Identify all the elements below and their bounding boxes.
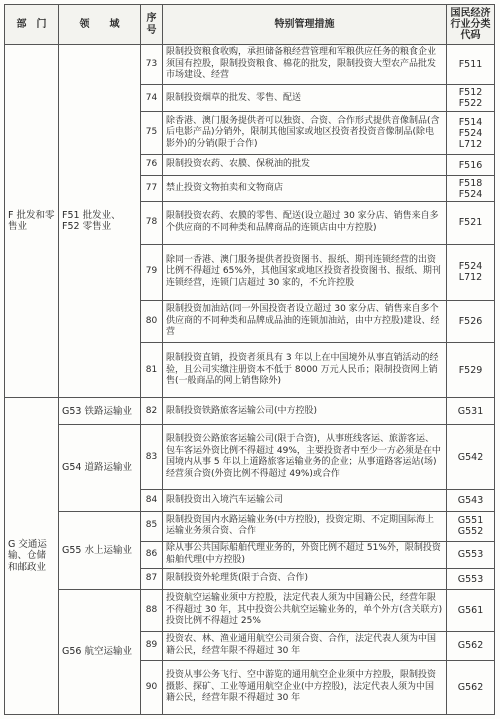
industry-code-cell	[447, 569, 495, 590]
field-cell: G55 水上运输业	[59, 511, 141, 590]
measure-text: 限制投资农药、农膜、保税油的批发	[163, 154, 447, 175]
row-number: 74	[141, 85, 163, 112]
measure-text: 限制投资铁路旅客运输公司(中方控股)	[163, 398, 447, 425]
industry-code: F514	[458, 116, 483, 128]
industry-code-cell	[447, 176, 495, 202]
industry-code-cell	[447, 112, 495, 155]
row-number: 86	[141, 541, 163, 568]
industry-code: F524	[458, 127, 483, 139]
industry-code-cell	[447, 202, 495, 245]
industry-code: F518	[458, 177, 483, 189]
industry-code-cell	[447, 511, 495, 541]
field-cell: G56 航空运输业	[59, 590, 141, 715]
measure-text: 限制投资加油站(同一外国投资者设立超过 30 家分店、销售来自多个供应商的不同种类和品牌成品油的连锁加油站，由中方控股)建设、经营	[163, 300, 447, 343]
measure-text: 限制投资粮食收购，承担储备粮经营管理和军粮供应任务的粮食企业须国有控股，限制投资粮食、棉花的批发，限制投资大型农产品批发市场建设、经营	[163, 45, 447, 85]
header-code: 国民经济行业分类代码	[447, 5, 495, 45]
industry-code: G531	[457, 405, 484, 417]
measure-text: 除从事公共国际船舶代理业务的，外资比例不超过 51%外，限制投资船舶代理(中方控股)	[163, 541, 447, 568]
header-field: 领 域	[59, 5, 141, 45]
measures-table	[4, 4, 495, 715]
header-measure: 特别管理措施	[163, 5, 447, 45]
industry-code: F524	[458, 188, 483, 200]
table-row	[5, 398, 495, 425]
dept-cell: G 交通运输、仓储和邮政业	[5, 398, 59, 715]
industry-code: F524	[458, 261, 483, 273]
industry-code: F511	[458, 59, 483, 71]
industry-code-cell	[447, 541, 495, 568]
industry-code: F529	[458, 364, 483, 376]
industry-code-cell	[447, 398, 495, 425]
industry-code-cell	[447, 300, 495, 343]
field-cell: F51 批发业、F52 零售业	[59, 45, 141, 398]
row-number: 78	[141, 202, 163, 245]
industry-code: G553	[457, 549, 484, 561]
table-body	[5, 45, 495, 715]
dept-cell: F 批发和零售业	[5, 45, 59, 398]
row-number: 76	[141, 154, 163, 175]
industry-code: G552	[457, 526, 484, 538]
industry-code: L712	[458, 138, 483, 150]
measure-text: 投资农、林、渔业通用航空公司须合资、合作，法定代表人须为中国籍公民，经营年限不得超过 30 年	[163, 631, 447, 660]
industry-code-cell	[447, 85, 495, 112]
table-row	[5, 590, 495, 632]
row-number: 79	[141, 244, 163, 300]
industry-code: F516	[458, 159, 483, 171]
field-cell: G53 铁路运输业	[59, 398, 141, 425]
industry-code: F512	[458, 87, 483, 99]
row-number: 77	[141, 176, 163, 202]
row-number: 88	[141, 590, 163, 632]
industry-code-cell	[447, 45, 495, 85]
field-cell: G54 道路运输业	[59, 425, 141, 511]
row-number: 80	[141, 300, 163, 343]
measure-text: 投资从事公务飞行、空中游览的通用航空企业须中方控股，限制投资摄影、探矿、工业等通用航空企业(中方控股)，法定代表人须为中国籍公民，经营年限不得超过 30 年	[163, 661, 447, 715]
industry-code-cell	[447, 590, 495, 632]
industry-code-cell	[447, 244, 495, 300]
industry-code-cell	[447, 343, 495, 398]
industry-code-cell	[447, 631, 495, 660]
measure-text: 禁止投资文物拍卖和文物商店	[163, 176, 447, 202]
industry-code: G551	[457, 515, 484, 527]
industry-code-cell	[447, 154, 495, 175]
industry-code-cell	[447, 661, 495, 715]
row-number: 73	[141, 45, 163, 85]
row-number: 82	[141, 398, 163, 425]
industry-code-cell	[447, 425, 495, 490]
row-number: 81	[141, 343, 163, 398]
header-row	[5, 5, 495, 45]
industry-code: G562	[457, 640, 484, 652]
row-number: 87	[141, 569, 163, 590]
measure-text: 限制投资农药、农膜的零售、配送(设立超过 30 家分店、销售来自多个供应商的不同种类和品牌商品的连锁店由中方控股)	[163, 202, 447, 245]
measure-text: 除香港、澳门服务提供者可以独资、合资、合作形式提供音像制品(含后电影产品)分销外，限制其他国家或地区投资者投资音像制品(除电影外)的分销(限于合作)	[163, 112, 447, 155]
measure-text: 限制投资烟草的批发、零售、配送	[163, 85, 447, 112]
industry-code: G562	[457, 682, 484, 693]
industry-code: L712	[458, 272, 483, 284]
industry-code: F526	[458, 316, 483, 328]
measure-text: 限制投资出入境汽车运输公司	[163, 490, 447, 511]
industry-code: G542	[457, 451, 484, 463]
measure-text: 限制投资直销，投资者须具有 3 年以上在中国境外从事直销活动的经验，且公司实缴注册资本不低于 8000 万元人民币；限制投资网上销售(一般商品的网上销售除外)	[163, 343, 447, 398]
row-number: 75	[141, 112, 163, 155]
measure-text: 除同一香港、澳门服务提供者投资图书、报纸、期刊连锁经营的出资比例不得超过 65%外，其他国家或地区投资者投资图书、报纸、期刊连锁经营，连锁门店超过 30 家的，不允许控股	[163, 244, 447, 300]
row-number: 90	[141, 661, 163, 715]
row-number: 89	[141, 631, 163, 660]
industry-code: F522	[458, 98, 483, 110]
row-number: 85	[141, 511, 163, 541]
industry-code: G561	[457, 605, 484, 617]
measure-text: 投资航空运输业须中方控股，法定代表人须为中国籍公民，经营年限不得超过 30 年，其中投资公共航空运输业务的，单个外方(含关联方)投资比例不得超过 25%	[163, 590, 447, 632]
row-number: 83	[141, 425, 163, 490]
industry-code: G543	[457, 494, 484, 506]
industry-code: G553	[457, 573, 484, 585]
measure-text: 限制投资公路旅客运输公司(限于合资)，从事班线客运、旅游客运、包车客运外资比例不得超过 49%，主要投资者中至少一方必须是在中国境内从事 5 年以上道路旅客运输业务的企业；从事道路客运站(场)经营须合资(外资比例不得超过 49%)或合作	[163, 425, 447, 490]
measure-text: 限制投资国内水路运输业务(中方控股)，投资定期、不定期国际海上运输业务须合资、合作	[163, 511, 447, 541]
table-row	[5, 511, 495, 541]
table-row	[5, 45, 495, 85]
industry-code-cell	[447, 490, 495, 511]
row-number: 84	[141, 490, 163, 511]
industry-code: F521	[458, 217, 483, 229]
measure-text: 限制投资外轮理货(限于合资、合作)	[163, 569, 447, 590]
header-dept: 部 门	[5, 5, 59, 45]
table-row	[5, 425, 495, 490]
header-no: 序号	[141, 5, 163, 45]
